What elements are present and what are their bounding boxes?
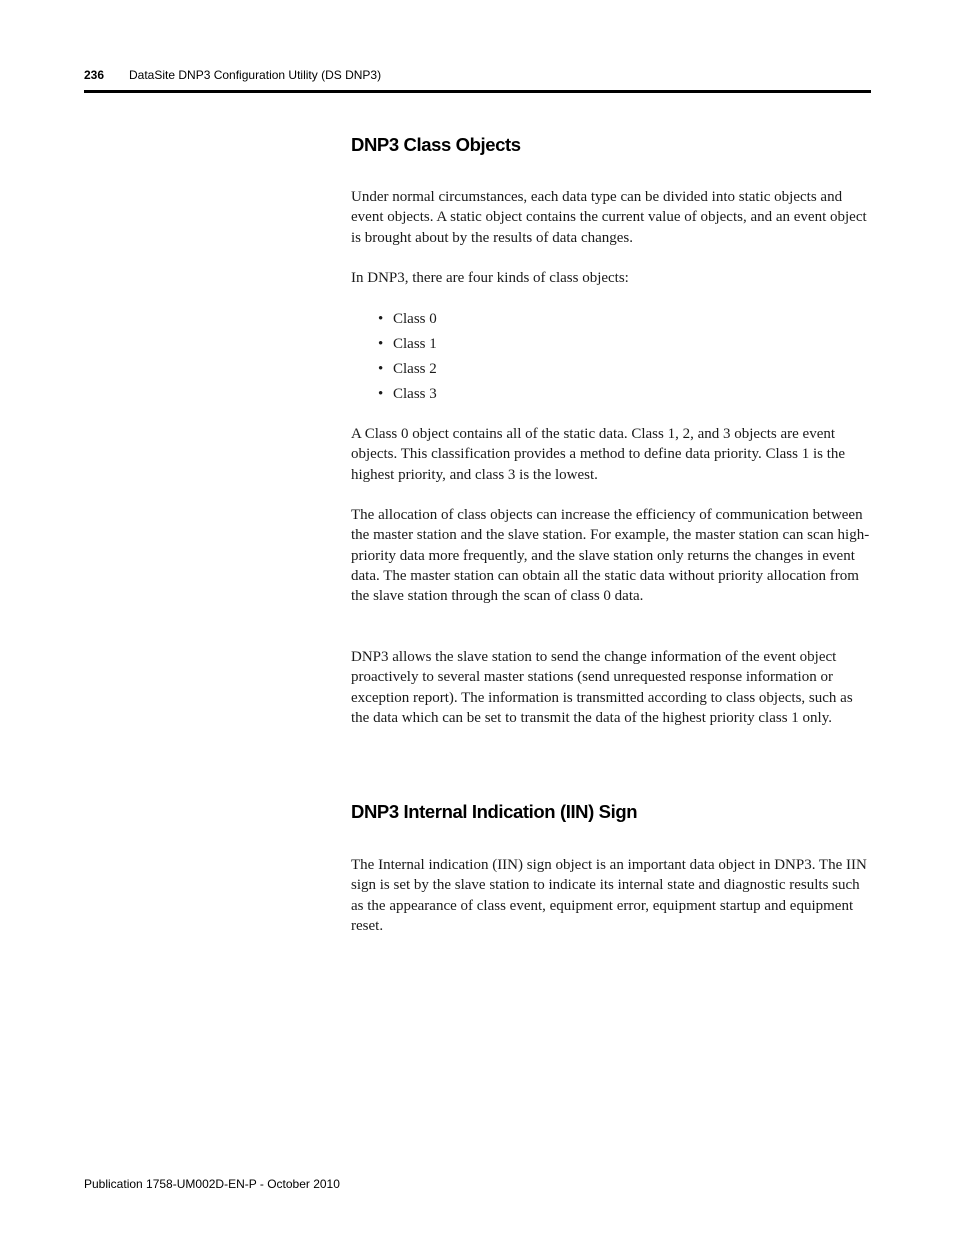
section-heading-iin-sign: DNP3 Internal Indication (IIN) Sign (351, 801, 638, 822)
list-item-label: Class 1 (393, 336, 437, 352)
list-item-label: Class 0 (393, 311, 437, 327)
list-item (378, 359, 437, 384)
bullet-icon: • (378, 361, 384, 377)
paragraph: DNP3 allows the slave station to send the change information of the event object proactively to several master stations (send unrequested response information or exception report). The information is transmitted according to class objects, such as the data which can be set to transmit the data of the highest priority class 1 only. (351, 649, 853, 726)
bullet-icon: • (378, 336, 384, 352)
section-heading-class-objects: DNP3 Class Objects (351, 134, 521, 155)
paragraph: Under normal circumstances, each data type can be divided into static objects and event objects. A static object contains the current value of objects, and an event object is brought about by the results of data changes. (351, 189, 867, 246)
paragraph: The allocation of class objects can increase the efficiency of communication between the master station and the slave station. For example, the master station can scan high-priority data more frequently, and the slave station only returns the changes in event data. The master station can obtain all the static data without priority allocation from the slave station through the scan of class 0 data. (351, 507, 870, 605)
running-title: DataSite DNP3 Configuration Utility (DS DNP3) (129, 68, 382, 82)
bullet-icon: • (378, 311, 384, 327)
list-item-label: Class 3 (393, 386, 437, 402)
list-item (378, 334, 437, 359)
list-item (378, 309, 437, 334)
paragraph: A Class 0 object contains all of the static data. Class 1, 2, and 3 objects are event objects. This classification provides a method to define data priority. Class 1 is the highest priority, and class 3 is the lowest. (351, 426, 846, 483)
list-item-label: Class 2 (393, 361, 437, 377)
page-number: 236 (84, 68, 105, 82)
page-header (84, 66, 871, 93)
paragraph: In DNP3, there are four kinds of class objects: (351, 270, 629, 286)
paragraph: The Internal indication (IIN) sign object is an important data object in DNP3. The IIN sign is set by the slave station to indicate its internal state and diagnostic results such as the appearance of class event, equipment error, equipment startup and equipment reset. (351, 857, 867, 934)
list-item (378, 384, 437, 409)
class-list (378, 309, 437, 409)
bullet-icon: • (378, 386, 384, 402)
publication-footer: Publication 1758-UM002D-EN-P - October 2010 (84, 1177, 340, 1191)
